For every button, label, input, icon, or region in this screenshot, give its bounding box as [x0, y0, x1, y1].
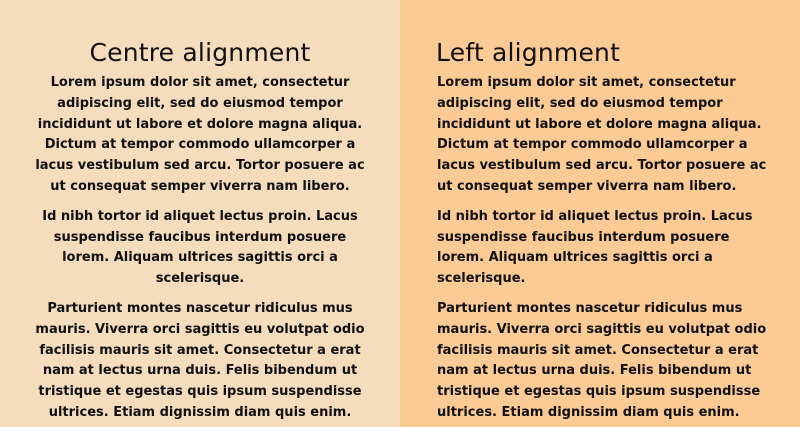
centre-alignment-heading: Centre alignment — [89, 38, 311, 67]
centre-paragraph-3: Parturient montes nascetur ridiculus mus mauris. Viverra orci sagittis eu volutpat odio facilisis mauris sit amet. Consectetur a erat nam at lectus urna duis. Felis bibendum ut tristique et egestas quis ipsum suspendisse ultrices. Etiam dignissim diam quis enim. — [35, 300, 365, 420]
centre-alignment-body — [32, 73, 368, 427]
centre-paragraph-1: Lorem ipsum dolor sit amet, consectetur adipiscing elit, sed do eiusmod tempor incididunt ut labore et dolore magna aliqua. Dictum at tempor commodo ullamcorper a lacus vestibulum sed arcu. Tortor posuere ac ut consequat semper viverra nam libero. — [35, 75, 365, 194]
left-paragraph-2: Id nibh tortor id aliquet lectus proin. Lacus suspendisse faucibus interdum posuere lorem. Aliquam ultrices sagittis orci a scelerisque. — [437, 208, 753, 287]
centre-paragraph-2: Id nibh tortor id aliquet lectus proin. Lacus suspendisse faucibus interdum posuere lorem. Aliquam ultrices sagittis orci a scelerisque. — [42, 208, 358, 287]
left-paragraph-1: Lorem ipsum dolor sit amet, consectetur adipiscing elit, sed do eiusmod tempor incididunt ut labore et dolore magna aliqua. Dictum at tempor commodo ullamcorper a lacus vestibulum sed arcu. Tortor posuere ac ut consequat semper viverra nam libero. — [437, 75, 767, 194]
left-paragraph-3: Parturient montes nascetur ridiculus mus mauris. Viverra orci sagittis eu volutpat odio facilisis mauris sit amet. Consectetur a erat nam at lectus urna duis. Felis bibendum ut tristique et egestas quis ipsum suspendisse ultrices. Etiam dignissim diam quis enim. — [437, 300, 767, 420]
left-alignment-body — [437, 73, 777, 427]
left-alignment-panel — [400, 0, 800, 427]
left-alignment-heading: Left alignment — [436, 38, 621, 67]
